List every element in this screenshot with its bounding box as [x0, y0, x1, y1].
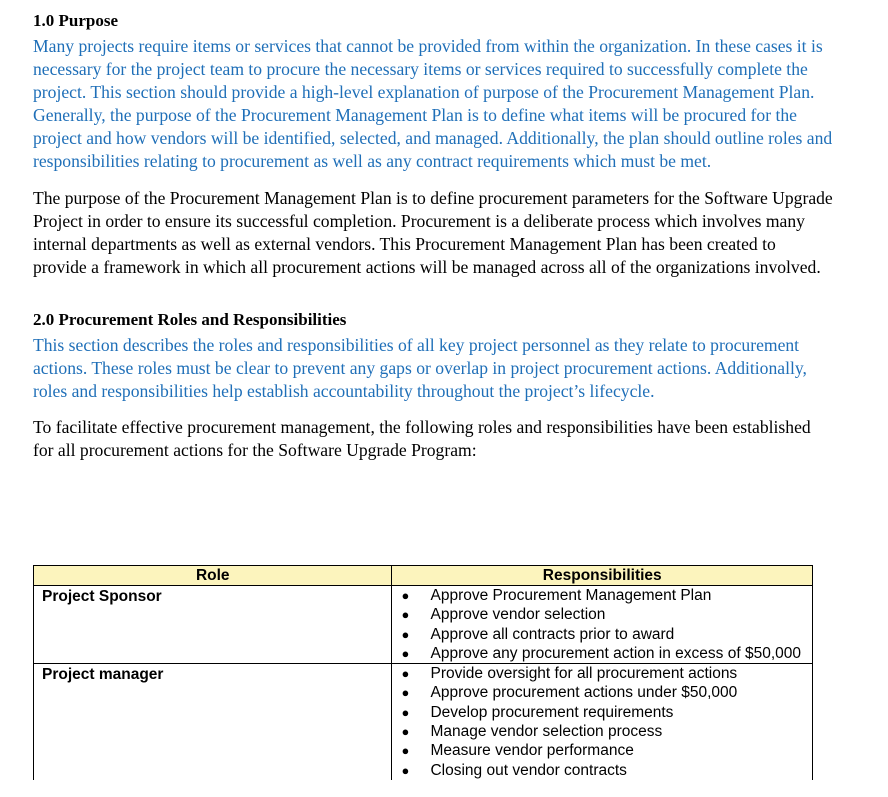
roles-body-text[interactable]: To facilitate effective procurement management, the following roles and responsibilities have been established for all procurement actions for the Software Upgrade Program: — [33, 417, 811, 460]
bullet-icon: ● — [401, 704, 410, 720]
list-item: ● Approve vendor selection — [401, 606, 606, 624]
bullet-icon: ● — [401, 685, 410, 701]
list-item: ● Closing out vendor contracts — [401, 761, 627, 779]
responsibilities-list — [392, 664, 812, 780]
bullet-icon: ● — [401, 666, 410, 682]
list-item: ● Manage vendor selection process — [401, 723, 663, 741]
bullet-icon: ● — [401, 588, 410, 603]
table-row — [34, 586, 813, 664]
bullet-icon: ● — [401, 645, 410, 661]
section-heading-roles: 2.0 Procurement Roles and Responsibilities — [33, 310, 347, 329]
table-row — [34, 664, 813, 780]
purpose-guidance-text[interactable]: Many projects require items or services that cannot be provided from within the organization. In these cases it is necessary for the project team to procure the necessary items or services required to successfully complete the project. This section should provide a high-level explanation of purpose of the Procurement Management Plan. Generally, the purpose of the Procurement Management Plan is to define what items will be procured for the project and how vendors will be identified, selected, and managed. Additionally, the plan should outline roles and responsibilities relating to procurement as well as any contract requirements which must be met. — [33, 36, 833, 171]
list-item: ● Develop procurement requirements — [401, 703, 674, 721]
bullet-icon: ● — [401, 626, 410, 642]
list-item: ● Provide oversight for all procurement actions — [401, 665, 738, 683]
table-header-row — [34, 566, 813, 586]
bullet-icon: ● — [401, 724, 410, 740]
bullet-icon: ● — [401, 743, 410, 759]
list-item: ● Measure vendor performance — [401, 742, 634, 760]
roles-responsibilities-table — [33, 565, 813, 780]
bullet-icon: ● — [401, 607, 410, 623]
purpose-body-text[interactable]: The purpose of the Procurement Management Plan is to define procurement parameters for the Software Upgrade Project in order to ensure its successful completion. Procurement is a deliberate process which involves many internal departments as well as external vendors. This Procurement Management Plan has been created to provide a framework in which all procurement actions will be managed across all of the organizations involved. — [33, 188, 833, 277]
list-item: ● Approve Procurement Management Plan — [401, 587, 712, 604]
header-responsibilities: Responsibilities — [392, 566, 813, 586]
role-cell[interactable]: Project Sponsor — [34, 586, 392, 664]
roles-guidance-text[interactable] — [33, 334, 833, 403]
list-item: ● Approve procurement actions under $50,000 — [401, 684, 738, 702]
role-cell[interactable]: Project manager — [34, 664, 392, 780]
responsibilities-cell[interactable] — [392, 664, 813, 780]
roles-guidance-content: This section describes the roles and responsibilities of all key project personnel as they relate to procurement actions. These roles must be clear to prevent any gaps or overlap in project procurement actions. Additionally, roles and responsibilities help establish accountability throughout the project’s lifecycle. — [33, 335, 807, 401]
responsibilities-list — [392, 586, 812, 663]
list-item: ● Approve any procurement action in excess of $50,000 — [401, 644, 801, 662]
list-item: ● Approve all contracts prior to award — [401, 625, 675, 643]
bullet-icon: ● — [401, 762, 410, 778]
document-page — [33, 10, 833, 779]
responsibilities-cell[interactable] — [392, 586, 813, 664]
header-role: Role — [34, 566, 392, 586]
section-heading-purpose: 1.0 Purpose — [33, 11, 118, 30]
